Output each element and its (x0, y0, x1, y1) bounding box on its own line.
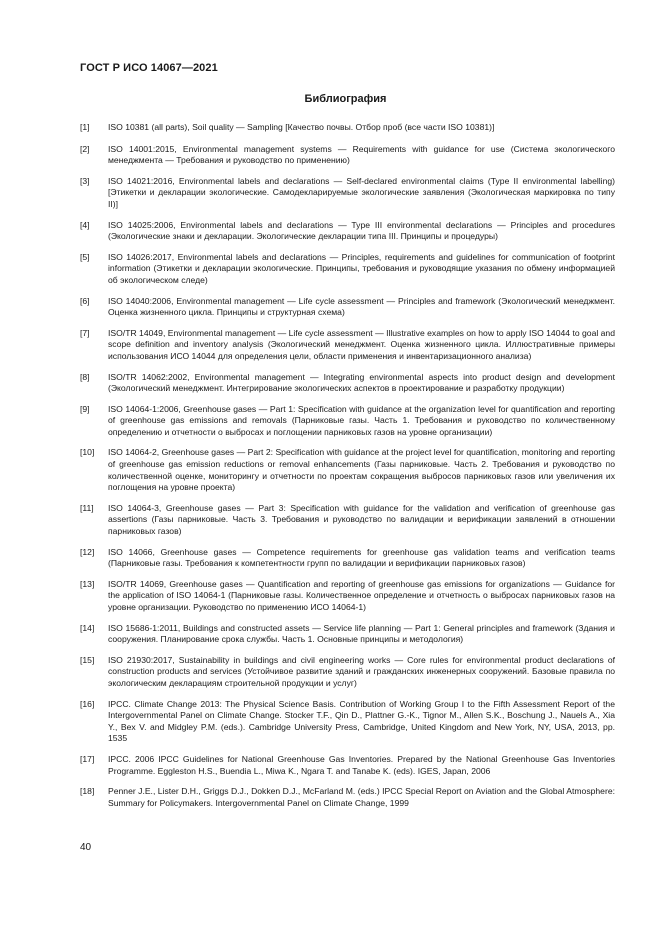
reference-item (80, 623, 615, 646)
reference-item (80, 220, 615, 243)
reference-item (80, 372, 615, 395)
reference-text: IPCC. Climate Change 2013: The Physical Science Basis. Contribution of Working Group I to the Fifth Assessment Report of the Intergovernmental Panel on Climate Change. Stocker T.F., Qin D., Plattner G.-K., Tignor M., Allen S.K., Boschung J., Nauels A., Xia Y., Bex V. and Midgley P.M. (eds.). Cambridge University Press, Cambridge, United Kingdom and New York, NY, USA, 2013, pp. 1535 (108, 698, 615, 744)
reference-item (80, 122, 615, 134)
reference-item (80, 579, 615, 614)
reference-item (80, 447, 615, 493)
reference-text: ISO 14064-3, Greenhouse gases — Part 3: Specification with guidance for the validation and verification of greenhouse gas assertions (Газы парниковые. Часть 3. Требования и руководство по валидации и верификации заявлений в отношении парниковых газов) (108, 502, 615, 537)
reference-text: ISO 14001:2015, Environmental management systems — Requirements with guidance for use (Система экологического менеджмента — Требования и руководство по применению) (108, 143, 615, 166)
reference-text: ISO 14025:2006, Environmental labels and declarations — Type III environmental declarations — Principles and procedures (Экологические знаки и декларации. Экологические декларации типа III. Принципы и процедуры) (108, 219, 615, 242)
reference-item (80, 547, 615, 570)
reference-item (80, 328, 615, 363)
reference-number: [18] (80, 786, 95, 797)
reference-text: ISO 10381 (all parts), Soil quality — Sampling [Качество почвы. Отбор проб (все части ISO 10381)] (108, 122, 495, 132)
reference-number: [8] (80, 371, 90, 382)
reference-text: Penner J.E., Lister D.H., Griggs D.J., Dokken D.J., McFarland M. (eds.) IPCC Special Report on Aviation and the Global Atmosphere: Summary for Policymakers. Intergovernmental Panel on Climate Change, 1999 (108, 786, 615, 808)
reference-text: ISO 14026:2017, Environmental labels and declarations — Principles, requirements and guidelines for communication of footprint information (Этикетки и декларации экологические. Принципы, требования и руководящие указания по обмену информацией об экологическом следе) (108, 251, 615, 285)
reference-text: ISO 15686-1:2011, Buildings and constructed assets — Service life planning — Part 1: General principles and framework (Здания и сооружения. Планирование срока службы. Часть 1. Основные принципы и методология) (108, 622, 615, 645)
reference-text: ISO 14021:2016, Environmental labels and declarations — Self-declared environmental claims (Type II environmental labelling) [Этикетки и декларации экологические. Самодекларируемые экологические заявления (Экологическая маркировка по типу II)] (108, 175, 615, 209)
reference-item (80, 786, 615, 809)
reference-number: [16] (80, 698, 95, 709)
reference-item (80, 699, 615, 745)
reference-number: [2] (80, 143, 90, 154)
reference-item (80, 252, 615, 287)
reference-number: [5] (80, 251, 90, 262)
bibliography-list (80, 122, 615, 809)
reference-number: [9] (80, 403, 90, 414)
reference-number: [7] (80, 327, 90, 338)
reference-item (80, 144, 615, 167)
reference-text: ISO/TR 14049, Environmental management — Life cycle assessment — Illustrative examples on how to apply ISO 14044 to goal and scope definition and inventory analysis (Экологический менеджмент. Оценка жизненного цикла. Иллюстративные примеры использования ИСО 14044 для определения цели, области применения и инвентаризационного анализа) (108, 327, 615, 361)
reference-number: [10] (80, 447, 95, 458)
reference-text: ISO 14064-2, Greenhouse gases — Part 2: Specification with guidance at the project level for quantification, monitoring and reporting of greenhouse gas emission reductions or removal enhancements (Газы парниковые. Часть 2. Требования и руководство по количественной оценке, мониторингу и отчетности по проектам сокращения выбросов парниковых газов или увеличения их поглощения на уровне проекта) (108, 447, 615, 493)
reference-text: ISO 14066, Greenhouse gases — Competence requirements for greenhouse gas validation teams and verification teams (Парниковые газы. Требования к компетентности групп по валидации и верификации парниковых газов) (108, 546, 615, 569)
reference-text: ISO 14040:2006, Environmental management — Life cycle assessment — Principles and framework (Экологический менеджмент. Оценка жизненного цикла. Принципы и структурная схема) (108, 295, 615, 318)
reference-number: [12] (80, 546, 95, 557)
reference-item (80, 296, 615, 319)
reference-number: [17] (80, 753, 95, 764)
document-header: ГОСТ Р ИСО 14067—2021 (80, 62, 218, 74)
reference-number: [4] (80, 219, 90, 230)
reference-number: [11] (80, 502, 94, 513)
reference-item (80, 404, 615, 439)
reference-number: [6] (80, 295, 90, 306)
reference-item (80, 754, 615, 777)
reference-text: ISO 14064-1:2006, Greenhouse gases — Part 1: Specification with guidance at the organization level for quantification and reporting of greenhouse gas emissions and removals (Парниковые газы. Часть 1. Требования и руководство по количественному определению и отчетности о выбросах и поглощении парниковых газов на уровне организации) (108, 403, 615, 437)
reference-text: ISO 21930:2017, Sustainability in buildings and civil engineering works — Core rules for environmental product declarations of construction products and services (Устойчивое развитие зданий и гражданских инженерных сооружений. Базовые правила по экологическим декларациям строительной продукции и услуг) (108, 654, 615, 688)
reference-item (80, 176, 615, 211)
reference-text: ISO/TR 14069, Greenhouse gases — Quantification and reporting of greenhouse gas emissions for organizations — Guidance for the application of ISO 14064-1 (Парниковые газы. Количественное определение и отчетность о выбросах парниковых газов на уровне организации. Руководство по применению ИСО 14064-1) (108, 578, 615, 612)
reference-text: ISO/TR 14062:2002, Environmental management — Integrating environmental aspects into product design and development (Экологический менеджмент. Интегрирование экологических аспектов в проектирование и разработку продукции) (108, 371, 615, 394)
reference-number: [3] (80, 175, 90, 186)
reference-number: [1] (80, 122, 90, 132)
reference-number: [14] (80, 622, 95, 633)
reference-number: [13] (80, 578, 95, 589)
reference-item (80, 503, 615, 538)
reference-text: IPCC. 2006 IPCC Guidelines for National Greenhouse Gas Inventories. Prepared by the National Greenhouse Gas Inventories Programme. Eggleston H.S., Buendia L., Miwa K., Ngara T. and Tanabe K. (eds). IGES, Japan, 2006 (108, 753, 615, 776)
section-title: Библиография (304, 93, 387, 105)
reference-number: [15] (80, 654, 95, 665)
reference-item (80, 655, 615, 690)
page-number: 40 (80, 842, 92, 853)
